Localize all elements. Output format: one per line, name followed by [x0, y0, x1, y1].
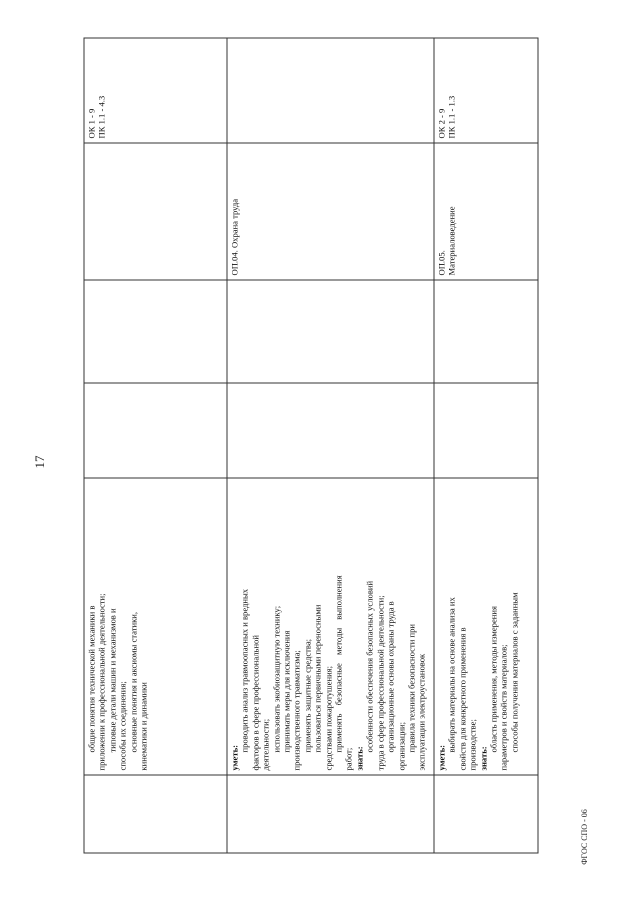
table-row-op04: [227, 38, 434, 853]
text-line: организации;: [395, 721, 406, 770]
text-line: труда в сфере профессиональной деятельности;: [374, 594, 385, 770]
umet-header: уметь:: [229, 744, 239, 770]
discipline-cell: [84, 143, 227, 280]
text-line: способы их соединения;: [117, 680, 128, 770]
competency-table: [83, 37, 538, 853]
competency-cell: [227, 38, 434, 143]
competency-code: ПК 1.1 - 1.3: [446, 95, 457, 138]
hours-cell: [84, 280, 227, 383]
text-line: проводить анализ травмоопасных и вредных: [239, 588, 250, 752]
znat-header: знать:: [477, 745, 488, 770]
text-line: кинематики и динамики: [138, 681, 149, 770]
discipline-title: ОП.04. Охрана труда: [229, 198, 239, 275]
text-line: правила техники безопасности при: [405, 623, 416, 752]
text-line: принимать меры для исключения: [281, 630, 292, 752]
rotated-table-container: [83, 38, 537, 853]
page-number: 17: [32, 455, 47, 469]
text-line: эксплуатации электроустановок: [416, 653, 427, 770]
text-line: деятельности;: [260, 718, 271, 770]
discipline-title: Материаловедение: [446, 205, 457, 275]
text-line: способы получения материалов с заданным: [508, 591, 519, 752]
text-line: общие понятия технической механики в: [86, 605, 96, 752]
umet-header: уметь:: [436, 744, 446, 770]
knowledge-cell: [84, 478, 227, 775]
text-line: свойств для конкретного применения в: [456, 626, 467, 770]
text-line: типовые детали машин и механизмов и: [106, 607, 117, 752]
competency-cell: [434, 38, 538, 143]
hours-cell: [227, 383, 434, 478]
text-line: пользоваться первичными переносными: [312, 604, 323, 752]
text-line: использовать экобиозащитную технику;: [270, 605, 281, 752]
index-cell: [84, 775, 227, 853]
index-cell: [227, 775, 434, 853]
text-line: применять безопасные методы выполнения: [333, 574, 344, 752]
table-row-op05: [434, 38, 538, 853]
text-line: выбирать материалы на основе анализа их: [446, 596, 457, 752]
znat-header: знать:: [353, 745, 364, 770]
index-cell: [434, 775, 538, 853]
hours-cell: [434, 280, 538, 383]
text-line: работ;: [343, 747, 354, 770]
text-line: применять защитные средства;: [301, 638, 312, 752]
knowledge-cell: [227, 478, 434, 775]
text-line: производственного травматизма;: [291, 649, 302, 770]
text-line: параметров и свойств материалов;: [498, 643, 509, 770]
discipline-cell: [227, 143, 434, 280]
discipline-title: ОП.05.: [436, 249, 446, 275]
footer-code: ФГОС СПО - 06: [580, 809, 589, 865]
competency-cell: [84, 38, 227, 143]
hours-cell: [227, 280, 434, 383]
hours-cell: [84, 383, 227, 478]
text-line: факторов в сфере профессиональной: [249, 634, 260, 770]
text-line: область применения, методы измерения: [488, 605, 499, 752]
competency-code: ПК 1.1 - 4.3: [96, 95, 107, 138]
text-line: производстве;: [467, 718, 478, 770]
table-row-continuation: [84, 38, 227, 853]
text-line: приложении к профессиональной деятельности;: [96, 592, 107, 770]
discipline-cell: [434, 143, 538, 280]
competency-code: ОК 1 - 9: [86, 108, 96, 138]
competency-code: ОК 2 - 9: [436, 108, 446, 138]
knowledge-cell: [434, 478, 538, 775]
text-line: средствами пожаротушения;: [322, 665, 333, 770]
text-line: организационные основы охраны труда в: [385, 600, 396, 752]
text-line: особенности обеспечения безопасных условий: [364, 580, 375, 752]
hours-cell: [434, 383, 538, 478]
text-line: основные понятия и аксиомы статики,: [127, 611, 138, 752]
